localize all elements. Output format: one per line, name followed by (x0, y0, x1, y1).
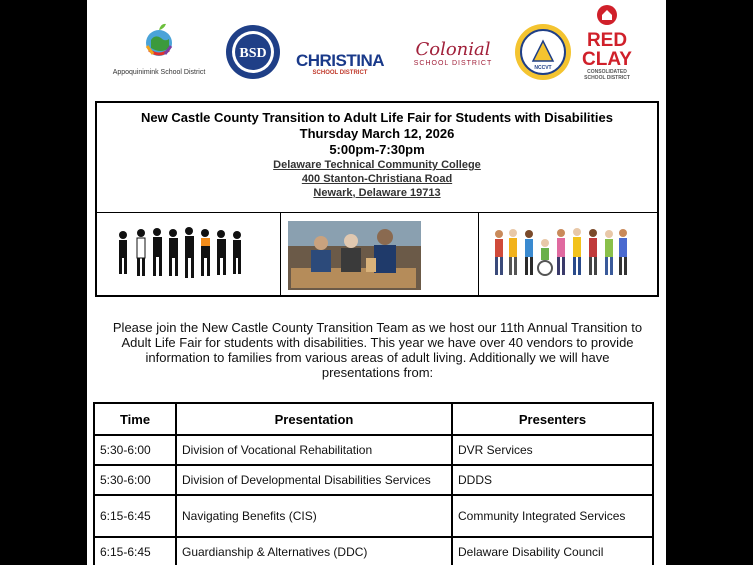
presentation-schedule (93, 402, 654, 565)
workers-silhouettes-icon (97, 213, 281, 297)
cell-time: 6:15-6:45 (94, 537, 176, 565)
cell-presentation: Guardianship & Alternatives (DDC) (176, 537, 452, 565)
christina-name: CHRISTINA (295, 51, 385, 70)
redclay-logo (581, 4, 633, 84)
appoquinimink-logo (109, 20, 209, 76)
header-time: Time (94, 403, 176, 435)
brandywine-seal-icon (225, 24, 281, 80)
table-row (94, 537, 653, 565)
people-illustration (479, 213, 657, 297)
event-city: Newark, Delaware 19713 (313, 187, 441, 199)
technical-school-initials: NCCVT (534, 65, 552, 71)
christina-logo (292, 52, 388, 82)
cell-presenters: Delaware Disability Council (452, 537, 653, 565)
schoolhouse-icon (596, 4, 618, 26)
table-row (94, 435, 653, 465)
cell-presenters: DVR Services (452, 435, 653, 465)
redclay-line1: RED (586, 30, 628, 51)
technical-school-seal-icon (514, 23, 572, 81)
cell-presenters: Community Integrated Services (452, 495, 653, 537)
header-presenters: Presenters (452, 403, 653, 435)
district-logos (87, 0, 666, 92)
cell-presentation: Navigating Benefits (CIS) (176, 495, 452, 537)
cell-presentation: Division of Vocational Rehabilitation (176, 435, 452, 465)
colonial-logo (403, 40, 503, 80)
table-row (94, 465, 653, 495)
brandywine-initials: BSD (239, 46, 267, 61)
workers-silhouettes-image (97, 213, 281, 297)
event-time: 5:00pm-7:30pm (329, 142, 425, 157)
event-header (97, 103, 657, 213)
colonial-sub: SCHOOL DISTRICT (413, 60, 493, 67)
workshop-photo-icon (281, 213, 479, 297)
event-street: 400 Stanton-Christiana Road (301, 173, 453, 185)
intro-paragraph: Please join the New Castle County Transition Team as we host our 11th Annual Transition to Adult Life Fair for students with disabilities. This year we have over 40 vendors to provide information to families from various areas of adult living. Additionally we will have presentations from: (112, 320, 643, 380)
event-venue: Delaware Technical Community College (273, 159, 481, 171)
event-images (97, 213, 657, 297)
cell-presentation: Division of Developmental Disabilities Services (176, 465, 452, 495)
apple-globe-icon (139, 20, 179, 60)
flyer-page (87, 0, 666, 565)
cell-presenters: DDDS (452, 465, 653, 495)
cell-time: 5:30-6:00 (94, 465, 176, 495)
event-title: New Castle County Transition to Adult Life Fair for Students with Disabilities (141, 110, 613, 125)
schedule-header-row (94, 403, 653, 435)
diverse-people-icon (479, 213, 657, 297)
cell-time: 5:30-6:00 (94, 435, 176, 465)
event-date: Thursday March 12, 2026 (299, 126, 455, 141)
colonial-name: Colonial (415, 39, 491, 60)
table-row (94, 495, 653, 537)
redclay-line2: CLAY (582, 49, 632, 70)
redclay-sub: CONSOLIDATED SCHOOL DISTRICT (584, 69, 630, 81)
christina-sub: SCHOOL DISTRICT (312, 70, 368, 76)
cell-time: 6:15-6:45 (94, 495, 176, 537)
header-presentation: Presentation (176, 403, 452, 435)
workshop-photo (281, 213, 479, 297)
event-box (95, 101, 659, 297)
appoquinimink-name: Appoquinimink School District (112, 69, 206, 76)
